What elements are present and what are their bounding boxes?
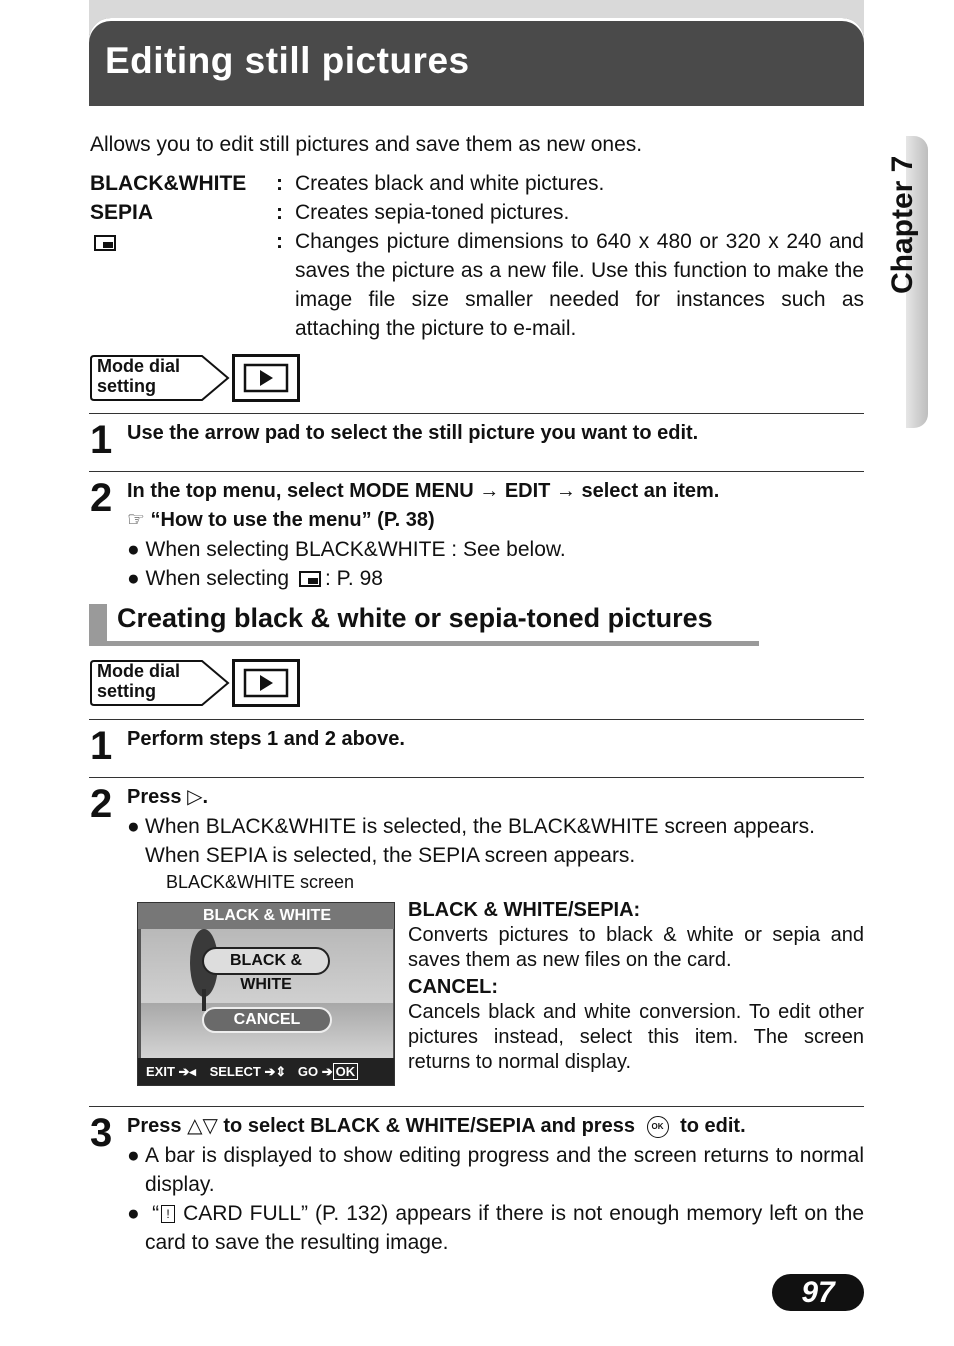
resize-icon xyxy=(94,234,116,252)
divider xyxy=(89,413,864,414)
step-number: 1 xyxy=(90,724,113,768)
def-colon: : xyxy=(276,230,283,253)
title-banner xyxy=(89,18,864,106)
mode-dial-setting xyxy=(90,659,305,711)
chapter-label xyxy=(878,140,938,300)
reference-text: “How to use the menu” (P. 38) xyxy=(150,509,435,531)
def-desc-resize: Changes picture dimensions to 640 x 480 or 320 x 240 and saves the picture as a new file. Use this function to make the image file size smaller needed for instances such as attaching the picture to e-mail. xyxy=(295,230,864,340)
resize-icon xyxy=(299,571,321,587)
warning-icon: ! xyxy=(161,1205,175,1223)
screen-option-bw[interactable]: BLACK & WHITE xyxy=(202,947,330,975)
mode-dial-setting xyxy=(90,354,305,406)
screen-caption: BLACK&WHITE screen xyxy=(166,872,355,892)
step-number: 1 xyxy=(90,418,113,462)
mode-dial-line2: setting xyxy=(97,376,157,396)
step-text: Use the arrow pad to select the still picture you want to edit. xyxy=(127,422,699,444)
explanation-term: BLACK & WHITE/SEPIA: xyxy=(408,899,641,921)
list-item: ● “ ! CARD FULL” (P. 132) appears if there is not enough memory left on the card to save the resulting image. xyxy=(127,1202,864,1254)
camera-screen xyxy=(137,902,395,1086)
step-text: Press △▽ to select BLACK & WHITE/SEPIA and press OK to edit. xyxy=(127,1115,746,1137)
def-desc-bw: Creates black and white pictures. xyxy=(295,172,605,195)
def-desc-sepia: Creates sepia-toned pictures. xyxy=(295,201,570,224)
section-title: Creating black & white or sepia-toned pictures xyxy=(117,603,713,633)
section-heading xyxy=(89,604,759,644)
step-text: In the top menu, select MODE MENU → EDIT → select an item. xyxy=(127,480,720,502)
def-term-sepia: SEPIA xyxy=(90,201,154,224)
explanation-desc: Converts pictures to black & white or sepia and saves them as new files on the card. xyxy=(408,924,864,971)
divider xyxy=(89,1106,864,1107)
divider xyxy=(89,719,864,720)
list-item: ● A bar is displayed to show editing progress and the screen returns to normal display. xyxy=(127,1144,864,1196)
mode-dial-line1: Mode dial xyxy=(97,661,181,681)
list-item: ● When selecting BLACK&WHITE : See below. xyxy=(127,538,566,561)
page-title: Editing still pictures xyxy=(105,40,470,81)
explanation-desc: Cancels black and white conversion. To edit other pictures instead, select this item. The screen returns to normal display. xyxy=(408,1001,864,1073)
mode-dial-line2: setting xyxy=(97,681,157,701)
screen-option-cancel[interactable]: CANCEL xyxy=(202,1007,332,1033)
screen-footer: EXIT ➔◂ SELECT ➔⇕ GO ➔ OK xyxy=(146,1064,358,1080)
step-number: 3 xyxy=(90,1111,113,1155)
step-text: Perform steps 1 and 2 above. xyxy=(127,728,405,750)
reference-line xyxy=(127,506,435,535)
list-item: ● When BLACK&WHITE is selected, the BLACK&WHITE screen appears. When SEPIA is selected, the SEPIA screen appears. xyxy=(127,815,815,867)
list-item: ● When selecting : P. 98 xyxy=(127,567,383,590)
divider xyxy=(89,777,864,778)
title-bar xyxy=(89,0,864,106)
def-colon: : xyxy=(276,201,283,224)
reference-icon: ☞ xyxy=(127,509,145,531)
playback-icon xyxy=(232,354,300,402)
divider xyxy=(89,471,864,472)
page-number: 97 xyxy=(772,1274,864,1311)
playback-icon xyxy=(232,659,300,707)
chapter-text: Chapter 7 xyxy=(886,155,919,294)
screen-header: BLACK & WHITE xyxy=(203,907,331,924)
step-text: Press ▷. xyxy=(127,786,209,808)
mode-dial-line1: Mode dial xyxy=(97,356,181,376)
step-number: 2 xyxy=(90,782,113,826)
intro-text: Allows you to edit still pictures and save them as new ones. xyxy=(90,133,643,156)
step-number: 2 xyxy=(90,476,113,520)
up-down-arrow-icon: △▽ xyxy=(187,1115,218,1137)
def-colon: : xyxy=(276,172,283,195)
def-term-bw: BLACK&WHITE xyxy=(90,172,247,195)
explanations xyxy=(408,898,864,1075)
right-arrow-icon: ▷ xyxy=(187,786,203,808)
explanation-term: CANCEL: xyxy=(408,976,498,998)
ok-button-icon: OK xyxy=(647,1116,669,1138)
